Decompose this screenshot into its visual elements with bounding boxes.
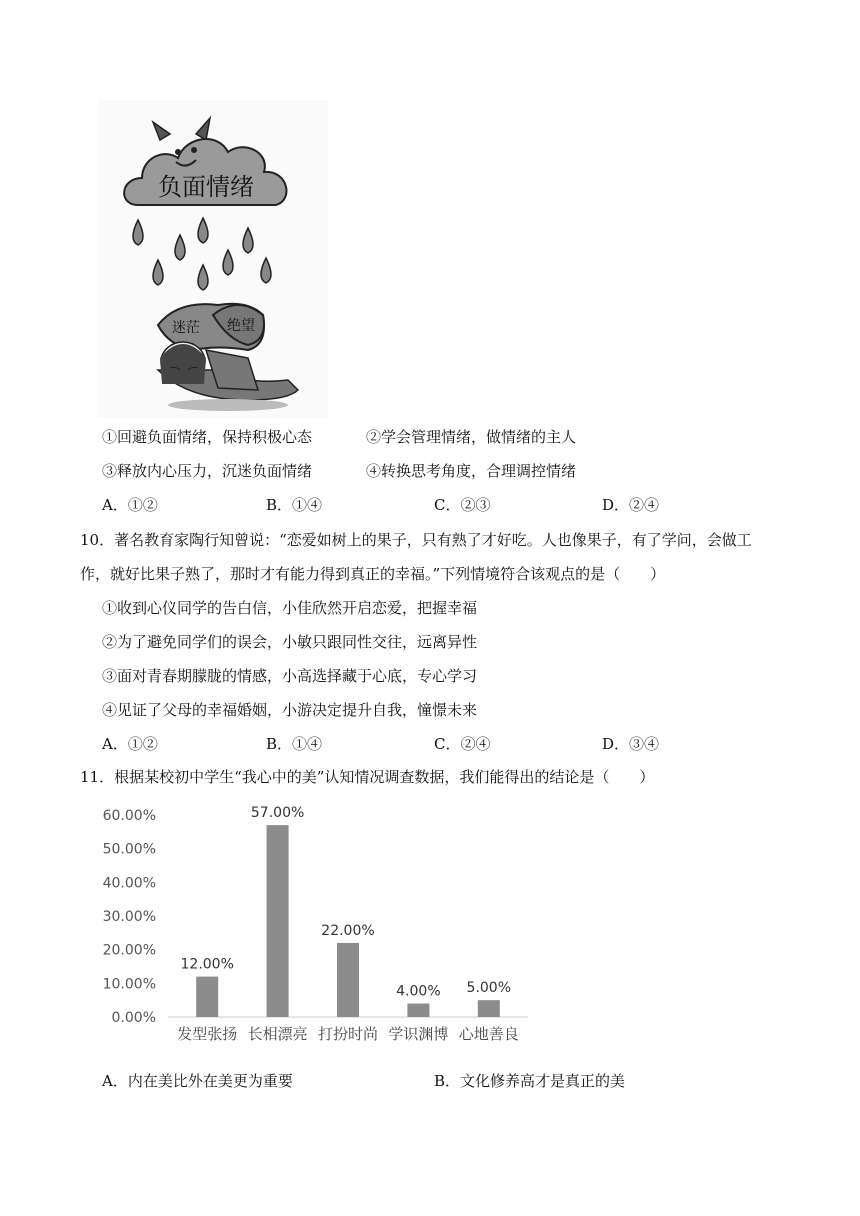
q10-option-d[interactable]: D．③④ — [602, 735, 660, 753]
q9-statement-2: ②学会管理情绪，做情绪的主人 — [366, 428, 577, 446]
q11-option-a[interactable]: A．内在美比外在美更为重要 — [102, 1072, 293, 1090]
q9-statement-3: ③释放内心压力，沉迷负面情绪 — [102, 462, 313, 480]
cloud-label: 负面情绪 — [158, 173, 254, 201]
y-tick-label: 30.00% — [102, 909, 156, 925]
bar-5 — [478, 1000, 500, 1017]
data-label: 22.00% — [321, 922, 375, 939]
y-tick-label: 20.00% — [102, 942, 156, 959]
survey-bar-chart — [98, 800, 538, 1050]
q10-stem-line2: 作，就好比果子熟了，那时才有能力得到真正的幸福。”下列情境符合该观点的是（ ） — [80, 565, 666, 583]
y-tick-label: 50.00% — [102, 841, 156, 858]
data-label: 12.00% — [180, 956, 234, 973]
q10-statement-1: ①收到心仪同学的告白信，小佳欣然开启恋爱，把握幸福 — [102, 599, 478, 617]
x-tick-label: 心地善良 — [458, 1025, 519, 1043]
rock-label-left: 迷茫 — [172, 320, 200, 336]
q10-statement-4: ④见证了父母的幸福婚姻，小游决定提升自我，憧憬未来 — [102, 701, 478, 719]
q9-statement-4: ④转换思考角度，合理调控情绪 — [366, 462, 577, 480]
rock-label-right: 绝望 — [227, 318, 255, 334]
x-tick-label: 长相漂亮 — [247, 1025, 308, 1043]
q9-statement-1: ①回避负面情绪，保持积极心态 — [102, 428, 313, 446]
data-label: 57.00% — [250, 805, 305, 822]
bar-2 — [267, 825, 289, 1017]
q10-option-c[interactable]: C．②④ — [434, 735, 491, 753]
data-label: 4.00% — [396, 983, 441, 1000]
q9-option-c[interactable]: C．②③ — [434, 496, 491, 514]
bar-3 — [337, 943, 359, 1017]
negative-emotion-illustration — [98, 100, 328, 418]
q9-option-d[interactable]: D．②④ — [602, 496, 660, 514]
x-tick-label: 打扮时尚 — [317, 1025, 379, 1043]
q11-stem: 11．根据某校初中学生“我心中的美”认知情况调查数据，我们能得出的结论是（ ） — [80, 768, 655, 786]
q10-option-b[interactable]: B．①④ — [266, 735, 323, 753]
x-tick-label: 学识渊博 — [388, 1025, 449, 1043]
bar-1 — [196, 977, 218, 1017]
y-tick-label: 10.00% — [102, 976, 156, 993]
bar-4 — [407, 1004, 429, 1017]
q9-option-b[interactable]: B．①④ — [266, 496, 323, 514]
data-label: 5.00% — [466, 980, 512, 997]
q11-option-b[interactable]: B．文化修养高才是真正的美 — [434, 1072, 626, 1090]
q10-stem-line1: 10．著名教育家陶行知曾说：“恋爱如树上的果子，只有熟了才好吃。人也像果子，有了学问，会做工 — [80, 531, 752, 549]
q10-statement-3: ③面对青春期朦胧的情感，小高选择藏于心底，专心学习 — [102, 667, 478, 685]
q10-statement-2: ②为了避免同学们的误会，小敏只跟同性交往，远离异性 — [102, 633, 478, 651]
q9-option-a[interactable]: A．①② — [102, 496, 158, 514]
y-tick-label: 60.00% — [102, 808, 156, 824]
y-tick-label: 40.00% — [102, 875, 156, 892]
x-tick-label: 发型张扬 — [177, 1025, 238, 1043]
q10-option-a[interactable]: A．①② — [102, 735, 158, 753]
y-tick-label: 0.00% — [111, 1010, 156, 1026]
